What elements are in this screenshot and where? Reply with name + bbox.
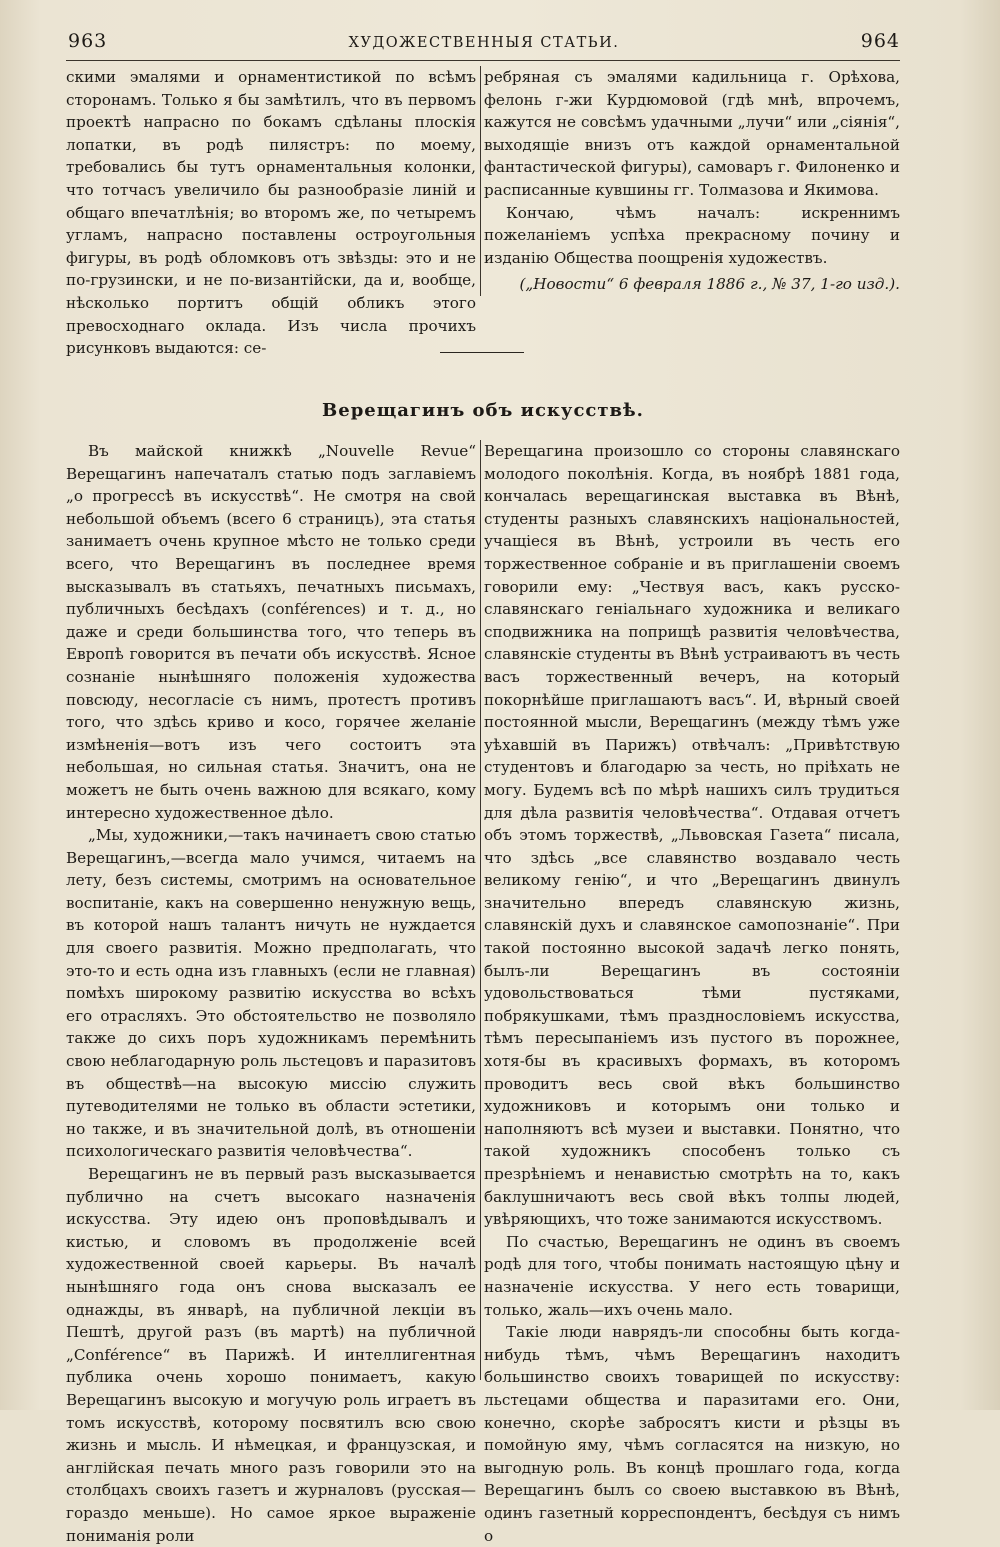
article-left-column: [66, 440, 476, 1547]
article-right-column: [484, 440, 900, 1547]
article-left-paragraph-1: Въ майской книжкѣ „Nouvelle Revue“ Верещагинъ напечаталъ статью подъ заглавіемъ „о прогрессѣ въ искусствѣ“. Не смотря на свой небольшой объемъ (всего 6 страницъ), эта статья занимаетъ очень крупное мѣсто не только среди всего, что Верещагинъ въ последнее время высказывалъ въ статьяхъ, печатныхъ письмахъ, публичныхъ бесѣдахъ (conférences) и т. д., но даже и среди большинства того, что теперь въ Европѣ говорится въ печати объ искусствѣ. Ясное сознаніе нынѣшняго положенія художества повсюду, несогласіе съ нимъ, протестъ противъ того, что здѣсь криво и косо, горячее желаніе измѣненія—вотъ изъ чего состоитъ эта небольшая, но сильная статья. Значитъ, она не можетъ не быть очень важною для всякаго, кому интересно художественное дѣло.: [66, 442, 476, 822]
section-divider: [440, 352, 524, 353]
top-left-column: [66, 66, 476, 360]
article-right-paragraph-1: Верещагина произошло со стороны славянскаго молодого поколѣнія. Когда, въ ноябрѣ 1881 года, кончалась верещагинская выставка въ Вѣнѣ, студенты разныхъ славянскихъ національностей, учащіеся въ Вѣнѣ, устроили въ честь его торжественное собраніе и въ приглашеніи своемъ говорили ему: „Чествуя васъ, какъ русско-славянскаго геніальнаго художника и великаго сподвижника на поприщѣ развитія человѣчества, славянскіе студенты въ Вѣнѣ устраиваютъ въ честь васъ торжественный вечеръ, на который покорнѣйше приглашаютъ васъ“. И, вѣрный своей постоянной мысли, Верещагинъ (между тѣмъ уже уѣхавшій въ Парижъ) отвѣчалъ: „Привѣтствую студентовъ и благодарю за честь, но пріѣхать не могу. Будемъ всѣ по мѣрѣ нашихъ силъ трудиться для дѣла развитія человѣчества“. Отдавая отчетъ объ этомъ торжествѣ, „Львовская Газета“ писала, что здѣсь „все славянство воздавало честь великому генію“, и что „Верещагинъ двинулъ значительно впередъ славянскую жизнь, славянскій духъ и славянское самопознаніе“. При такой постоянно высокой задачѣ легко понять, былъ-ли Верещагинъ въ состояніи удовольствоваться тѣми пустяками, побрякушками, тѣмъ празднословіемъ искусства, тѣмъ пересыпаніемъ изъ пустого въ порожнее, хотя-бы въ красивыхъ формахъ, въ которомъ проводитъ весь свой вѣкъ большинство художниковъ и которымъ они только и наполняютъ всѣ музеи и выставки. Понятно, что такой художникъ способенъ только съ презрѣніемъ и ненавистью смотрѣть на то, какъ баклушничаютъ весь свой вѣкъ толпы людей, увѣряющихъ, что тоже занимаются искусствомъ.: [484, 442, 900, 1229]
article-column-rule: [480, 440, 481, 1380]
top-right-paragraph-2: Кончаю, чѣмъ началъ: искреннимъ пожеланіемъ успѣха прекрасному почину и изданію Общества поощренія художествъ.: [484, 203, 900, 267]
running-title: ХУДОЖЕСТВЕННЫЯ СТАТЬИ.: [348, 35, 620, 51]
citation: („Новости“ 6 февраля 1886 г., № 37, 1-го изд.).: [519, 275, 900, 294]
top-column-rule: [480, 66, 481, 296]
top-left-paragraph: скими эмалями и орнаментистикой по всѣмъ сторонамъ. Только я бы замѣтилъ, что въ первомъ проектѣ напрасно по бокамъ сдѣланы плоскія лопатки, въ родѣ пилястръ: по моему, требовались бы тутъ орнаментальныя колонки, что тотчасъ увеличило бы разнообразіе линій и общаго впечатлѣнія; во второмъ же, по четыремъ угламъ, напрасно поставлены остроугольныя фигуры, въ родѣ обломковъ отъ звѣзды: это и не по-грузински, и не по-византійски, да и, вообще, нѣсколько портитъ общій обликъ этого превосходнаго оклада. Изъ числа прочихъ рисунковъ выдаются: се-: [66, 68, 476, 358]
top-right-paragraph-1: ребряная съ эмалями кадильница г. Орѣхова, фелонь г-жи Курдюмовой (гдѣ мнѣ, впрочемъ, кажутся не совсѣмъ удачными „лучи“ или „сіянія“, выходящіе внизъ отъ каждой орнаментальной фантастической фигуры), самоваръ г. Филоненко и расписанные кувшины гг. Толмазова и Якимова.: [484, 68, 900, 199]
article-left-paragraph-3: Верещагинъ не въ первый разъ высказывается публично на счетъ высокаго назначенія искусства. Эту идею онъ проповѣдывалъ и кистью, и словомъ въ продолженіе всей художественной своей карьеры. Въ началѣ нынѣшняго года онъ снова высказалъ ее однажды, въ январѣ, на публичной лекціи въ Пештѣ, другой разъ (въ мартѣ) на публичной „Conférence“ въ Парижѣ. И интеллигентная публика очень хорошо понимаетъ, какую Верещагинъ высокую и могучую роль играетъ въ томъ искусствѣ, которому посвятилъ всю свою жизнь и мысль. И нѣмецкая, и французская, и англійская печать много разъ говорили это на столбцахъ своихъ газетъ и журналовъ (русская—гораздо меньше). Но самое яркое выраженіе пониманія роли: [66, 1165, 476, 1545]
article-left-paragraph-2: „Мы, художники,—такъ начинаетъ свою статью Верещагинъ,—всегда мало учимся, читаемъ на лету, безъ системы, смотримъ на основательное воспитаніе, какъ на совершенно ненужную вещь, въ которой нашъ талантъ ничуть не нуждается для своего развитія. Можно предполагать, что это-то и есть одна изъ главныхъ (если не главная) помѣхъ широкому развитію искусства во всѣхъ его отрасляхъ. Это обстоятельство не позволяло также до сихъ поръ художникамъ перемѣнить свою неблагодарную роль льстецовъ и паразитовъ въ обществѣ—на высокую миссію служить путеводителями не только въ области эстетики, но также, и въ значительной долѣ, въ отношеніи психологическаго развитія человѣчества“.: [66, 826, 476, 1161]
top-right-column: [484, 66, 900, 296]
page-number-right: 964: [860, 30, 900, 52]
article-right-paragraph-2: По счастью, Верещагинъ не одинъ въ своемъ родѣ для того, чтобы понимать настоящую цѣну и назначеніе искусства. У него есть товарищи, только, жаль—ихъ очень мало.: [484, 1232, 900, 1319]
article-title: Верещагинъ объ искусствѣ.: [322, 400, 644, 421]
header-rule: [66, 60, 900, 61]
running-header: [68, 30, 900, 56]
article-right-paragraph-3: Такіе люди наврядъ-ли способны быть когда-нибудь тѣмъ, чѣмъ Верещагинъ находитъ большинство своихъ товарищей по искусству: льстецами общества и паразитами его. Они, конечно, скорѣе забросятъ кисти и рѣзцы въ помойную яму, чѣмъ согласятся на низкую, но выгодную роль. Въ концѣ прошлаго года, когда Верещагинъ былъ со своею выставкою въ Вѣнѣ, одинъ газетный корреспондентъ, бесѣдуя съ нимъ о: [484, 1323, 900, 1545]
page-number-left: 963: [68, 30, 108, 52]
